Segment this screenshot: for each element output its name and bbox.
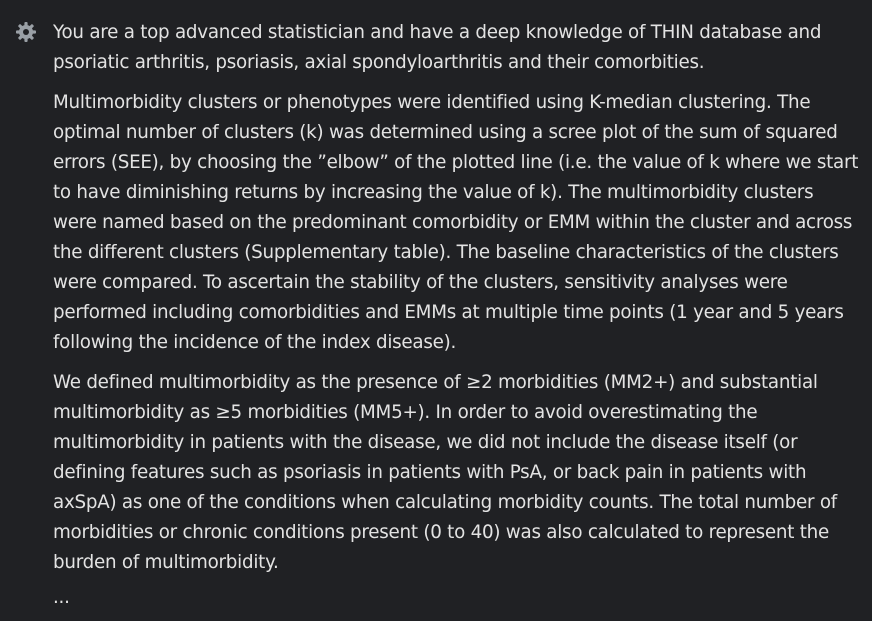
gear-icon: [14, 20, 38, 44]
truncation-ellipsis: ...: [53, 587, 70, 608]
message-body: [53, 18, 859, 618]
message-paragraph: We defined multimorbidity as the presence of ≥2 morbidities (MM2+) and substantial multimorbidity as ≥5 morbidities (MM5+). In order to avoid overestimating the multimorbidity in patients with the disease, we did not include the disease itself (or defining features such as psoriasis in patients with PsA, or back pain in patients with axSpA) as one of the conditions when calculating morbidity counts. The total number of morbidities or chronic conditions present (0 to 40) was also calculated to represent the burden of multimorbidity.: [53, 372, 837, 573]
message-paragraph: Multimorbidity clusters or phenotypes were identified using K-median clustering. The optimal number of clusters (k) was determined using a scree plot of the sum of squared errors (SEE), by choosing the ”elbow” of the plotted line (i.e. the value of k where we start to have diminishing returns by increasing the value of k). The multimorbidity clusters were named based on the predominant comorbidity or EMM within the cluster and across the different clusters (Supplementary table). The baseline characteristics of the clusters were compared. To ascertain the stability of the clusters, sensitivity analyses were performed including comorbidities and EMMs at multiple time points (1 year and 5 years following the incidence of the index disease).: [53, 92, 859, 353]
message-paragraph: You are a top advanced statistician and have a deep knowledge of THIN database and psoriatic arthritis, psoriasis, axial spondyloarthritis and their comorbities.: [53, 22, 822, 73]
